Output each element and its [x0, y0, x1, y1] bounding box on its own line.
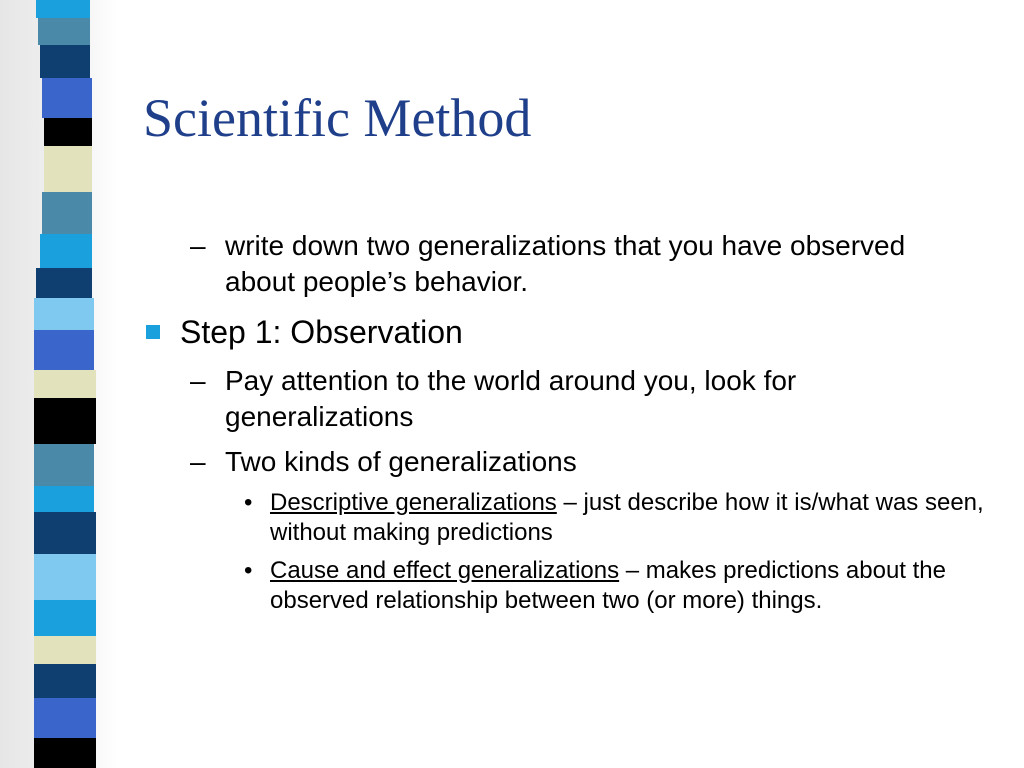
list-item-text: Step 1: Observation	[180, 314, 463, 350]
square-bullet-icon	[146, 325, 160, 339]
list-item-text	[270, 556, 988, 616]
list-item	[244, 556, 988, 616]
list-item	[190, 363, 950, 435]
list-item	[244, 488, 988, 548]
dash-marker: –	[190, 446, 206, 477]
list-item	[142, 312, 942, 352]
term-underlined: Cause and effect generalizations	[270, 557, 620, 584]
list-item	[190, 228, 950, 300]
dash-marker: –	[190, 230, 206, 261]
dot-marker: •	[244, 489, 253, 516]
list-item	[190, 444, 950, 480]
list-item-text: Two kinds of generalizations	[225, 446, 577, 477]
dot-marker: •	[244, 557, 253, 584]
term-underlined: Descriptive generalizations	[270, 489, 557, 516]
term-description: – makes predictions about the observed relationship between two (or more) things.	[270, 557, 946, 614]
list-item-text: write down two generalizations that you have observed about people’s behavior.	[225, 230, 906, 297]
dash-marker: –	[190, 365, 206, 396]
list-item-text	[270, 488, 988, 548]
list-item-text: Pay attention to the world around you, look for generalizations	[225, 365, 797, 432]
term-description: – just describe how it is/what was seen, without making predictions	[270, 489, 984, 546]
slide-title: Scientific Method	[143, 88, 532, 148]
